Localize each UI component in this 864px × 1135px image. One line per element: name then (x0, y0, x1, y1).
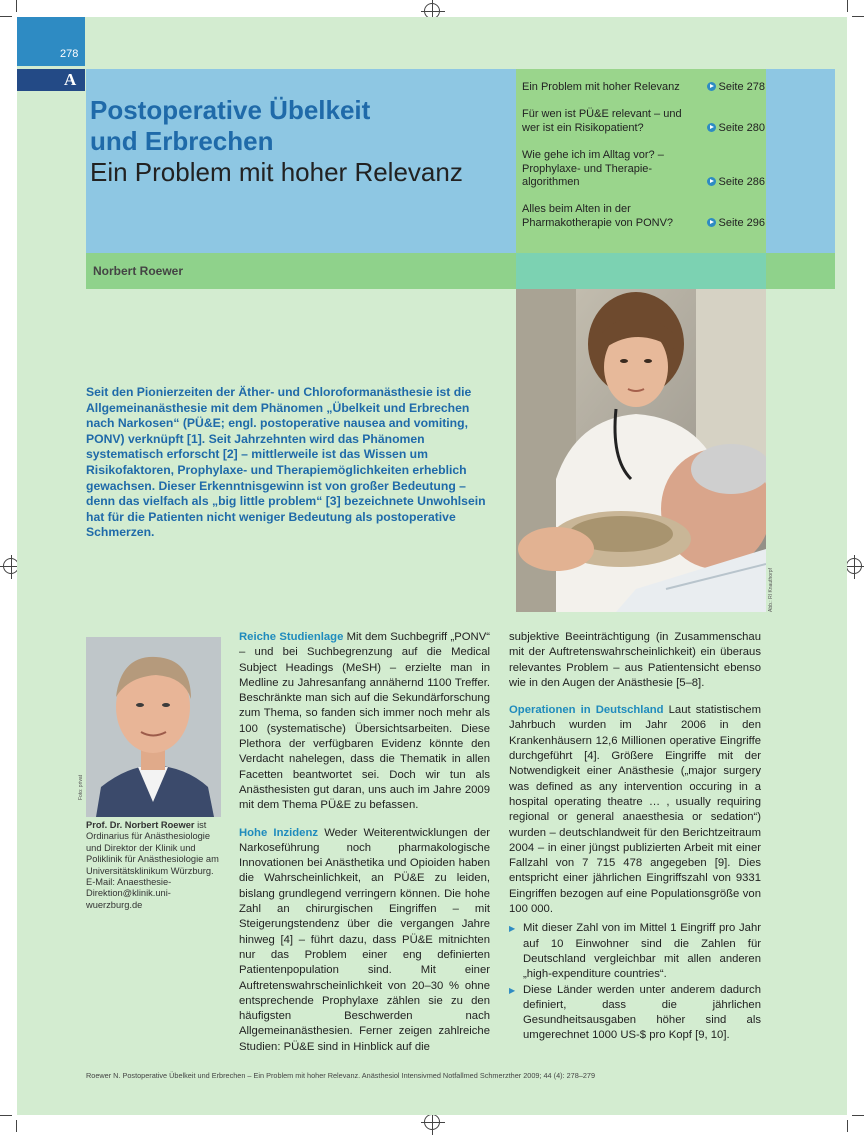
body-column-1 (239, 630, 490, 1067)
portrait-bio: ist Ordinarius für Anästhesiologie und Direktor der Klinik und Poliklinik für Anästhesiologie am Universitätsklinikum Würzburg. E-Mail: Anaesthesie-Direktion@klinik.uni-wuerzburg.de (86, 820, 219, 910)
paragraph-text: Mit dem Suchbegriff „PONV“ – und bei Suchbegrenzung auf die Medical Subject Headings (MeSH) – erzielte man in Medline zu Jahresanfang annähernd 1100 Treffer. Beschränkte man sich auf die Sekundärforschung zum Thema, so fanden sich immer noch mehr als 100 (systematische) Übersichtsarbeiten. Diese Plethora der verfügbaren Evidenz könnte den Verdacht nahelegen, dass die Thematik in allen Facetten beantwortet sei. Doch wir tun als Anästhesisten gut daran, uns auch im Jahre 2009 mit dem Thema PÜ&E zu befassen. (239, 631, 490, 812)
right-band (766, 69, 835, 253)
toc-item[interactable] (522, 81, 765, 95)
crop-mark (852, 16, 864, 17)
arrow-right-icon (707, 177, 716, 186)
portrait-photo (86, 637, 221, 817)
article-subtitle: Ein Problem mit hoher Relevanz (90, 157, 463, 187)
paragraph (239, 630, 490, 814)
registration-mark (424, 1114, 440, 1130)
doctor-patient-photo (516, 289, 766, 612)
bullet-list (509, 921, 761, 1043)
photo-credit: Abb.: RI Knauthorpf (768, 568, 774, 612)
paragraph-text: Laut statistischem Jahrbuch wurden im Jahr 2006 in den Krankenhäusern 12,6 Millionen operative Eingriffe durchgeführt [4]. Größere Eingriffe mit der Notwendigkeit einer Anästhesie („major surgery was defined as any intervention occuring in a hospital operating theatre … , usually requiring regional or general anaesthesia or sedation“) wurden – deutschlandweit für den Berichtzeitraum 2004 – in einer jüngst publizierten Arbeit mit einer Fallzahl von 7 715 478 angegeben [9]. Dies entspricht einer jährlichen Eingriffszahl von 9331 Eingriffen bezogen auf eine Populationsgröße von 100 000. (509, 704, 761, 916)
crop-mark (852, 1115, 864, 1116)
arrow-right-icon (707, 82, 716, 91)
crop-mark (16, 0, 17, 12)
toc-item-label: Ein Problem mit hoher Relevanz (522, 81, 680, 93)
toc-item-page: Seite 280 (718, 121, 765, 134)
citation-footer: Roewer N. Postoperative Übelkeit und Erbrechen – Ein Problem mit hoher Relevanz. Anästhesiol Intensivmed Notfallmed Schmerzther 2009; 44 (4): 278–279 (86, 1071, 596, 1080)
paragraph (509, 703, 761, 917)
arrow-right-icon (707, 123, 716, 132)
portrait-caption (86, 820, 222, 911)
toc-item[interactable] (522, 203, 765, 230)
subheading: Operationen in Deutschland (509, 704, 664, 717)
toc-item-label: Für wen ist PÜ&E relevant – und wer ist ein Risikopatient? (522, 108, 682, 134)
portrait-credit: Foto: privat (78, 774, 84, 800)
toc-item-page: Seite 286 (718, 176, 765, 188)
lead-paragraph: Seit den Pionierzeiten der Äther- und Chloroformanästhesie ist die Allgemeinanästhesie mit dem Phänomen „Übelkeit und Erbrechen nach Narkosen“ (PÜ&E; engl. postoperative nausea and vomiting, PONV) verknüpft [1]. Seit Jahrzehnten wird das Phänomen systematisch erforscht [2] – mittlerweile ist das Wissen um Risikofaktoren, Prophylaxe- und Therapiemöglichkeiten erheblich gewachsen. Dieser Erkenntnisgewinn ist von großer Bedeutung – denn das vielfach als „big little problem“ [3] bezeichnete Unwohlsein hat für die Patienten nicht weniger Bedeutung als postoperative Schmerzen. (86, 385, 486, 540)
toc-item-label: Wie gehe ich im Alltag vor? – Prophylaxe- und Therapie-algorithmen (522, 149, 664, 188)
author-portrait (86, 637, 221, 817)
portrait-name: Prof. Dr. Norbert Roewer (86, 820, 195, 830)
article-photo (516, 289, 766, 612)
author-band-right (516, 253, 766, 289)
toc-item[interactable] (522, 108, 765, 135)
subheading: Hohe Inzidenz (239, 826, 318, 839)
author-band-edge (766, 253, 835, 289)
toc-item[interactable] (522, 149, 765, 190)
toc-item-label: Alles beim Alten in der Pharmakotherapie von PONV? (522, 203, 674, 229)
crop-mark (0, 16, 12, 17)
crop-mark (16, 1120, 17, 1132)
arrow-right-icon (707, 218, 716, 227)
page-number: 278 (60, 48, 79, 60)
crop-mark (0, 1115, 12, 1116)
author-name: Norbert Roewer (93, 264, 184, 278)
paragraph: subjektive Beeinträchtigung (in Zusammenschau mit der Auftretenswahrscheinlichkeit) ein überaus relevantes Problem – aus Patientensicht ebenso wie in den Augen der Anästhesie [5–8]. (509, 631, 761, 689)
registration-mark (846, 558, 862, 574)
section-letter: A (64, 70, 77, 89)
article-title (90, 95, 510, 157)
subheading: Reiche Studienlage (239, 631, 344, 643)
body-column-2 (509, 630, 761, 1044)
paragraph (239, 826, 490, 1055)
title-line-2: und Erbrechen (90, 126, 274, 156)
title-line-1: Postoperative Übelkeit (90, 95, 371, 125)
toc-item-page: Seite 278 (718, 81, 765, 93)
bullet-item: ▶ Diese Länder werden unter anderem dadurch definiert, dass die jährlichen Gesundheitsausgaben höher sind als umgerechnet 1000 US-$ pro Kopf [9, 10]. (509, 983, 761, 1044)
paragraph-text: Weder Weiterentwicklungen der Narkoseführung noch pharmakologische Innovationen bei Anästhetika und Opioiden haben die Wahrscheinlichkeit, an PÜ&E zu leiden, bislang grundlegend verringern können. Die hohe Zahl an chirurgischen Eingriffen – mit Steigerungstendenz über die vergangen Jahre hinweg [4] – führt dazu, dass PÜ&E mitnichten nur das Problem einer eng definierten Patientenpopulation sind. Mit einer Auftretenswahrscheinlichkeit von 20–30 % ohne entsprechende Prophylaxe zählen sie zu den häufigsten Beschwerden nach Allgemeinanästhesien. Ferner zeigen zahlreiche Studien: PÜ&E sind in Hinblick auf die (239, 826, 490, 1053)
crop-mark (847, 1120, 848, 1132)
toc-item-page: Seite 296 (718, 216, 765, 229)
bullet-item: ▶ Mit dieser Zahl von im Mittel 1 Eingriff pro Jahr auf 10 Einwohner sind die Zahlen für Deutschland vergleichbar mit allen anderen „high-expenditure countries“. (509, 921, 761, 982)
crop-mark (847, 0, 848, 12)
